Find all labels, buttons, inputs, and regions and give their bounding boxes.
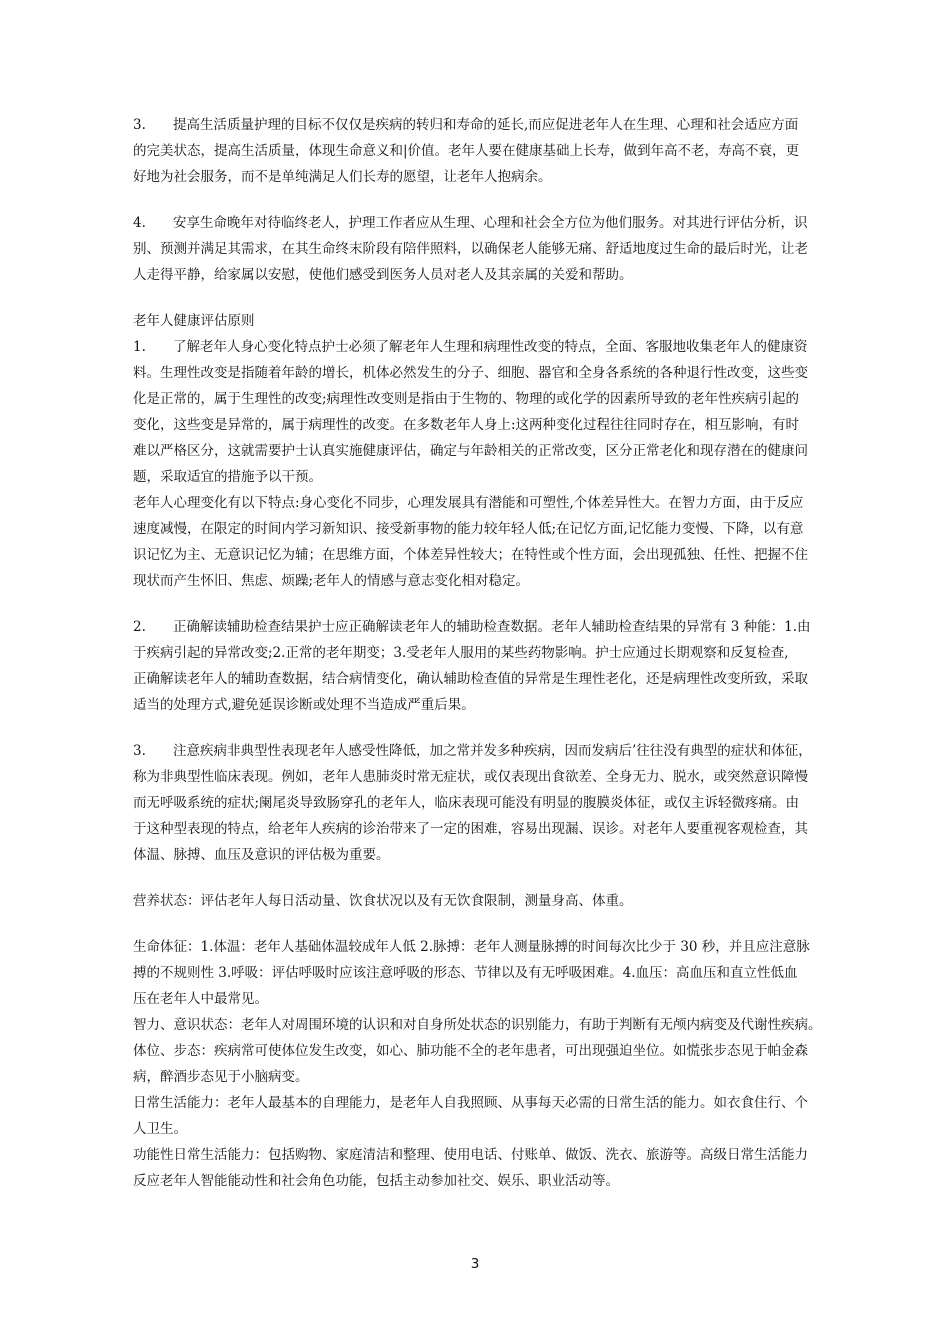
page-number: 3 [470,1256,480,1272]
paragraph-4: 4. 安享生命晚年对待临终老人，护理工作者应从生理、心理和社会全方位为他们服务。对其进行评估分析，识 别、预测并满足其需求，在其生命终末阶段有陪伴照料，以确保老人能够无痛、舒适地度过生命的最后时光，让老 人走得平静，给家属以安慰，使他们感受到医务人员对老人及其亲属的关爱和帮助。 [133,210,830,288]
item-number: 4. [133,215,146,231]
nutrition-paragraph: 营养状态：评估老年人每日活动量、饮食状况以及有无饮食限制，测量身高、体重。 [133,893,633,909]
paragraph-3: 3. 提高生活质量护理的目标不仅仅是疾病的转归和寿命的延长,而应促进老年人在生理、心理和社会适应方面 的完美状态，提高生活质量，体现生命意义和|价值。老年人要在健康基础上长寿，做到年高不老，寿高不衰，更 好地为社会服务，而不是单纯满足人们长寿的愿望，让老年人抱病余。 [133,112,830,190]
item-number: 3. [133,117,146,133]
section-heading: 老年人健康评估原则 [133,313,255,329]
document-body [133,112,830,1194]
principle-2: 2. 正确解读辅助检查结果护士应正确解读老年人的辅助检查数据。老年人辅助检查结果的异常有 3 种能：1.由 于疾病引起的异常改变;2.正常的老年期变；3.受老年人服用的某些药物影响。护士应通过长期观察和反复检查, 正确解读老年人的辅助查数据，结合病情变化，确认辅助检查值的异常是生理性老化，还是病理性改变所致，采取 适当的处理方式,避免延误诊断或处理不当造成严重后果。 [133,614,830,718]
item-number: 2. [133,619,146,635]
item-number: 3. [133,743,146,759]
principle-1: 1. 了解老年人身心变化特点护士必须了解老年人生理和病理性改变的特点，全面、客服地收集老年人的健康资 料。生理性改变是指随着年龄的增长，机体必然发生的分子、细胞、器官和全身各系统的各种退行性改变，这些变 化是正常的，属于生理性的改变;病理性改变则是指由于生物的、物理的或化学的因素所导致的老年性疾病引起的 变化，这些变是异常的，属于病理性的改变。在多数老年人身上:这两种变化过程往往同时存在，相互影响，有时 难以严格区分，这就需要护士认真实施健康评估，确定与年龄相关的正常改变，区分正常老化和现存潜在的健康问 题，采取适宜的措施予以干预。 老年人心理变化有以下特点:身心变化不同步，心理发展具有潜能和可塑性,个体差异性大。在智力方面，由于反应 速度减慢，在限定的时间内学习新知识、接受新事物的能力较年轻人低;在记忆方面,记忆能力变慢、下降，以有意 识记忆为主、无意识记忆为辅；在思维方面，个体差异性较大；在特性或个性方面，会出现孤独、任性、把握不住 现状而产生怀旧、焦虑、烦躁;老年人的情感与意志变化相对稳定。 [133,334,830,594]
assessment-items: 生命体征：1.体温：老年人基础体温较成年人低 2.脉搏：老年人测量脉搏的时间每次比少于 30 秒，并且应注意脉 搏的不规则性 3.呼吸：评估呼吸时应该注意呼吸的形态、节律以及有无呼吸困难。4.血压：高血压和直立性低血 压在老年人中最常见。 智力、意识状态：老年人对周围环境的认识和对自身所处状态的识别能力，有助于判断有无颅内病变及代谢性疾病。 体位、步态：疾病常可使体位发生改变，如心、肺功能不全的老年患者，可出现强迫坐位。如慌张步态见于帕金森 病，醉酒步态见于小脑病变。 日常生活能力：老年人最基本的自理能力，是老年人自我照顾、从事每天必需的日常生活的能力。如衣食住行、个 人卫生。 功能性日常生活能力：包括购物、家庭清洁和整理、使用电话、付账单、做饭、洗衣、旅游等。高级日常生活能力 反应老年人智能能动性和社会角色功能，包括主动参加社交、娱乐、职业活动等。 [133,939,822,1189]
principle-3: 3. 注意疾病非典型性表现老年人感受性降低，加之常并发多种疾病，因而发病后’往往没有典型的症状和体征， 称为非典型性临床表现。例如，老年人患肺炎时常无症状，或仅表现出食欲差、全身无力、脱水，或突然意识障慢 而无呼吸系统的症状;阑尾炎导致肠穿孔的老年人，临床表现可能没有明显的腹膜炎体征，或仅主诉轻微疼痛。由 于这种型表现的特点，给老年人疾病的诊治带来了一定的困难，容易出现漏、误诊。对老年人要重视客观检查，其 体温、脉搏、血压及意识的评估极为重要。 [133,738,830,868]
item-number: 1. [133,339,146,355]
